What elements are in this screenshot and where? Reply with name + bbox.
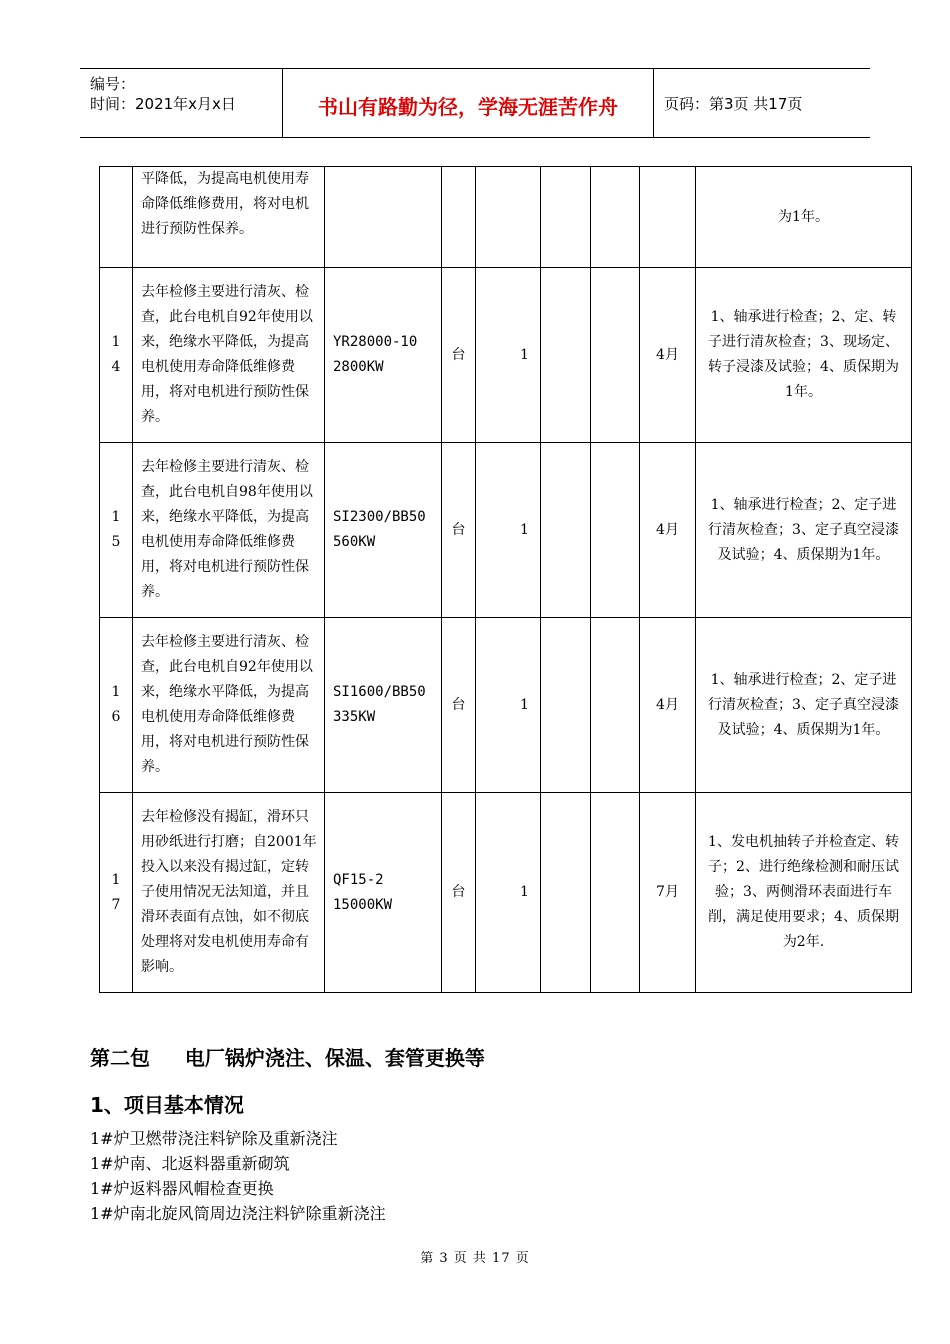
row-month: 4月	[640, 618, 696, 793]
row-requirements: 1、发电机抽转子并检查定、转子；2、进行绝缘检测和耐压试验；3、两侧滑环表面进行车削，满足使用要求；4、质保期为2年.	[696, 793, 912, 993]
package-title: 第二包 电厂锅炉浇注、保温、套管更换等	[90, 1046, 485, 1070]
list-item: 1#炉南北旋风筒周边浇注料铲除重新浇注	[90, 1204, 386, 1223]
row-empty-cell	[541, 268, 591, 443]
row-number: 16	[100, 618, 133, 793]
row-number: 17	[100, 793, 133, 993]
row-model	[325, 167, 442, 268]
header-meta-cell	[80, 69, 283, 137]
row-month: 4月	[640, 443, 696, 618]
row-quantity	[476, 167, 541, 268]
row-empty-cell	[541, 167, 591, 268]
project-items-list	[90, 1126, 386, 1226]
row-unit	[442, 167, 476, 268]
table-row	[100, 793, 912, 993]
row-number: 15	[100, 443, 133, 618]
maintenance-items-table	[99, 166, 912, 993]
section-subtitle: 1、项目基本情况	[90, 1093, 244, 1117]
table-row	[100, 167, 912, 268]
list-item: 1#炉南、北返料器重新砌筑	[90, 1154, 290, 1173]
footer-page-number: 第 3 页 共 17 页	[420, 1251, 530, 1266]
page-header	[80, 68, 870, 138]
row-unit: 台	[442, 618, 476, 793]
row-requirements: 1、轴承进行检查；2、定子进行清灰检查；3、定子真空浸漆及试验；4、质保期为1年。	[696, 443, 912, 618]
row-empty-cell	[541, 618, 591, 793]
row-requirements: 为1年。	[696, 167, 912, 268]
table-row	[100, 268, 912, 443]
list-item: 1#炉返料器风帽检查更换	[90, 1179, 274, 1198]
row-number: 14	[100, 268, 133, 443]
row-description: 去年检修主要进行清灰、检查，此台电机自92年使用以来，绝缘水平降低，为提高电机使用寿命降低维修费用，将对电机进行预防性保养。	[133, 618, 325, 793]
row-model: QF15-2 15000KW	[325, 793, 442, 993]
row-description: 平降低，为提高电机使用寿命降低维修费用，将对电机进行预防性保养。	[133, 167, 325, 268]
row-unit: 台	[442, 268, 476, 443]
list-item: 1#炉卫燃带浇注料铲除及重新浇注	[90, 1129, 338, 1148]
table-row	[100, 443, 912, 618]
row-month: 7月	[640, 793, 696, 993]
row-month: 4月	[640, 268, 696, 443]
document-date-label: 时间：2021年x月x日	[90, 95, 236, 113]
row-quantity: 1	[476, 793, 541, 993]
row-empty-cell	[541, 793, 591, 993]
row-unit: 台	[442, 793, 476, 993]
row-quantity: 1	[476, 618, 541, 793]
row-empty-cell	[591, 793, 640, 993]
header-motto: 书山有路勤为径，学海无涯苦作舟	[318, 95, 618, 119]
table-row	[100, 618, 912, 793]
row-quantity: 1	[476, 443, 541, 618]
row-requirements: 1、轴承进行检查；2、定、转子进行清灰检查；3、现场定、转子浸漆及试验；4、质保期为1年。	[696, 268, 912, 443]
row-empty-cell	[541, 443, 591, 618]
row-model: SI1600/BB50 335KW	[325, 618, 442, 793]
row-description: 去年检修主要进行清灰、检查，此台电机自98年使用以来，绝缘水平降低，为提高电机使用寿命降低维修费用，将对电机进行预防性保养。	[133, 443, 325, 618]
row-description: 去年检修没有揭缸，滑环只用砂纸进行打磨；自2001年投入以来没有揭过缸，定转子使用情况无法知道，并且滑环表面有点蚀，如不彻底处理将对发电机使用寿命有影响。	[133, 793, 325, 993]
header-page-cell	[654, 69, 870, 137]
header-motto-cell	[283, 69, 654, 137]
row-requirements: 1、轴承进行检查；2、定子进行清灰检查；3、定子真空浸漆及试验；4、质保期为1年。	[696, 618, 912, 793]
row-quantity: 1	[476, 268, 541, 443]
row-month	[640, 167, 696, 268]
row-empty-cell	[591, 618, 640, 793]
row-empty-cell	[591, 443, 640, 618]
row-model: YR28000-10 2800KW	[325, 268, 442, 443]
row-unit: 台	[442, 443, 476, 618]
row-model: SI2300/BB50 560KW	[325, 443, 442, 618]
row-empty-cell	[591, 268, 640, 443]
row-description: 去年检修主要进行清灰、检查，此台电机自92年使用以来，绝缘水平降低，为提高电机使用寿命降低维修费用，将对电机进行预防性保养。	[133, 268, 325, 443]
row-number	[100, 167, 133, 268]
row-empty-cell	[591, 167, 640, 268]
header-page-number: 页码：第3页 共17页	[664, 95, 803, 113]
document-number-label: 编号：	[90, 75, 136, 93]
